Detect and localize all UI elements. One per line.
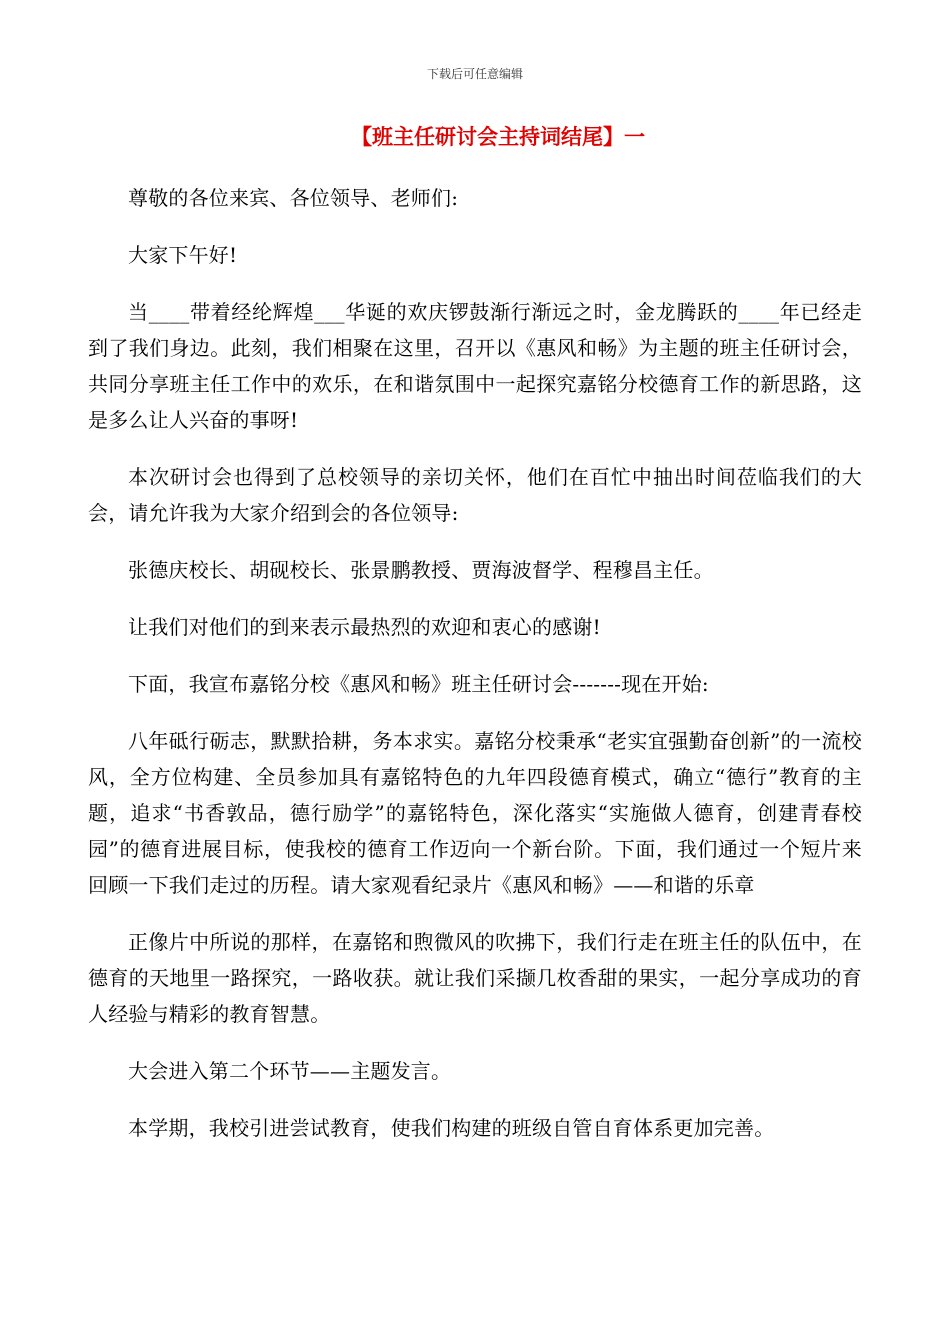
- document-body: [88, 180, 862, 1167]
- header-note: 下载后可任意编辑: [426, 67, 523, 81]
- paragraph-school-history: 八年砥行砺志，默默拾耕，务本求实。嘉铭分校秉承“老实宜强勤奋创新”的一流校风，全方位构建、全员参加具有嘉铭特色的九年四段德育模式，确立“德行”教育的主题，追求“书香敦品，德行励学”的嘉铭特色，深化落实“实施做人德育，创建青春校园”的德育进展目标，使我校的德育工作迈向一个新台阶。下面，我们通过一个短片来回顾一下我们走过的历程。请大家观看纪录片《惠风和畅》——和谐的乐章: [88, 729, 862, 897]
- document-title: [0, 122, 950, 152]
- paragraph-this-semester: 本学期，我校引进尝试教育，使我们构建的班级自管自育体系更加完善。: [128, 1116, 775, 1140]
- paragraph-opening: 当____带着经纶辉煌___华诞的欢庆锣鼓渐行渐远之时，金龙腾跃的____年已经走到了我们身边。此刻，我们相聚在这里，召开以《惠风和畅》为主题的班主任研讨会，共同分享班主任工作中的欢乐，在和谐氛围中一起探究嘉铭分校德育工作的新思路，这是多么让人兴奋的事呀!: [88, 300, 862, 432]
- paragraph-announcement: 下面，我宣布嘉铭分校《惠风和畅》班主任研讨会-------现在开始:: [128, 672, 709, 696]
- paragraph-film-reflection: 正像片中所说的那样，在嘉铭和煦微风的吹拂下，我们行走在班主任的队伍中，在德育的天地里一路探究，一路收获。就让我们采撷几枚香甜的果实，一起分享成功的育人经验与精彩的教育智慧。: [88, 930, 862, 1026]
- document-title-text: 【班主任研讨会主持词结尾】一: [351, 125, 645, 149]
- paragraph-leaders-intro: 本次研讨会也得到了总校领导的亲切关怀，他们在百忙中抽出时间莅临我们的大会，请允许我为大家介绍到会的各位领导:: [88, 465, 862, 525]
- paragraph-leaders-list: 张德庆校长、胡砚校长、张景鹏教授、贾海波督学、程穆昌主任。: [128, 558, 714, 582]
- paragraph-second-session: 大会进入第二个环节——主题发言。: [128, 1059, 452, 1083]
- paragraph-greeting: 尊敬的各位来宾、各位领导、老师们:: [128, 186, 459, 210]
- paragraph-good-afternoon: 大家下午好!: [128, 243, 238, 267]
- paragraph-welcome: 让我们对他们的到来表示最热烈的欢迎和衷心的感谢!: [128, 615, 601, 639]
